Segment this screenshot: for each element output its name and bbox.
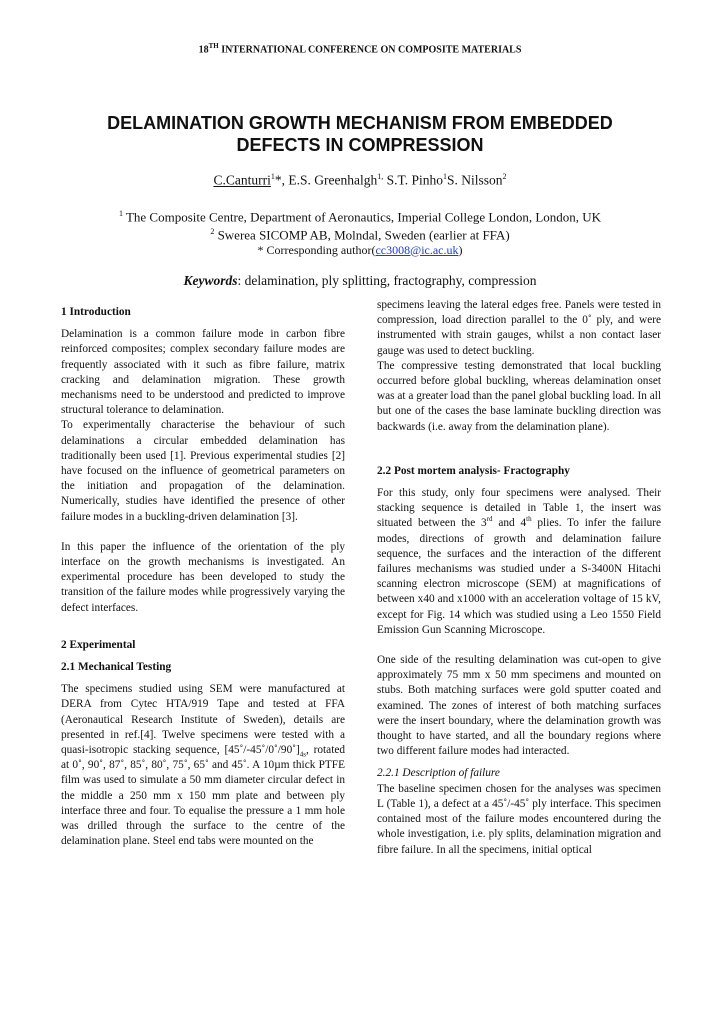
corresponding-email-link[interactable]: cc3008@ic.ac.uk <box>375 242 459 257</box>
author-canturri: C.Canturri <box>213 172 271 188</box>
testing-paragraph-2: The compressive testing demonstrated that local buckling occurred before global buckling, whereas delamination onset was at a greater load than the panel global buckling load. In all but one of the cases the base laminate buckling direction was backwards (i.e. away from the delamination plane). <box>377 359 661 433</box>
heading-introduction: 1 Introduction <box>61 306 131 318</box>
author-pinho: S.T. Pinho <box>383 172 443 188</box>
author-sup: 1, <box>377 172 384 181</box>
author-greenhalgh: *, E.S. Greenhalgh <box>274 172 378 188</box>
fracto-text-c: plies. To infer the failure modes, directions of growth and delamination failure sequence, the surfaces and the interaction of the different failures mechanisms was studied under a S-3400N Hitachi scanning electron microscope (SEM) at magnifications of between x40 and x1000 with an acceleration voltage of 15 kV, except for Fig. 14 which was studied using a Leo 1550 Field Emission Gun Scanning Microscope. <box>377 517 662 636</box>
title-line-2: DEFECTS IN COMPRESSION <box>236 135 484 155</box>
keywords-label: Keywords <box>183 273 238 288</box>
conference-header <box>0 42 720 55</box>
intro-paragraph-1: Delamination is a common failure mode in carbon fibre reinforced composites; complex secondary failure modes are frequently associated with it such as fibre failure, matrix cracking and delamination migration. These growth mechanisms need to be understood and predicted to improve structural tolerance to delamination. <box>61 328 345 417</box>
fractography-paragraph <box>377 486 661 638</box>
affiliation-text: Swerea SICOMP AB, Molndal, Sweden (earlier at FFA) <box>214 227 510 243</box>
affiliation-sup: 2 <box>210 227 215 237</box>
author-list <box>0 172 720 189</box>
conference-number: 18 <box>198 44 209 56</box>
left-column <box>61 298 345 850</box>
affiliation-1 <box>0 206 720 224</box>
corr-prefix: * Corresponding author( <box>257 242 376 257</box>
conference-number-suffix: TH <box>208 42 219 50</box>
keywords <box>0 273 720 289</box>
affiliations <box>0 206 720 258</box>
keywords-text: : delamination, ply splitting, fractography, compression <box>237 273 537 288</box>
author-sup: 2 <box>502 172 507 181</box>
heading-mechanical-testing: 2.1 Mechanical Testing <box>61 661 172 674</box>
author-sup: 1 <box>442 172 447 181</box>
affiliation-2 <box>0 224 720 242</box>
title-line-1: DELAMINATION GROWTH MECHANISM FROM EMBEDDED <box>107 113 613 133</box>
testing-paragraph-1: specimens leaving the lateral edges free. Panels were tested in compression, load direction parallel to the 0˚ ply, and were instrumented with strain gauges, whilst a non contact laser gauge was used to detect buckling. <box>377 299 661 357</box>
paper-title <box>60 112 660 156</box>
corresponding-author <box>0 243 720 258</box>
ordinal-sup: th <box>526 515 532 524</box>
affiliation-sup: 1 <box>118 209 123 218</box>
fracto-text-b: and 4 <box>492 517 527 530</box>
mech-text-a: The specimens studied using SEM were manufactured at DERA from Cytec HTA/919 Tape and tested at FFA (Aeronautical Research Institute of Sweden), details are presented in ref.[4]. Twelve specimens were tested with a quasi-isotropic stacking sequence, [45˚/-45˚/0˚/90˚] <box>61 683 345 757</box>
intro-paragraph-3: In this paper the influence of the orientation of the ply interface on the growth mechanisms is investigated. An experimental procedure has been developed to study the transition of the failure modes while progressively varying the defect interfaces. <box>61 540 345 614</box>
failure-description-paragraph: The baseline specimen chosen for the analyses was specimen L (Table 1), a defect at a 45˚/-45˚ ply interface. This specimen contained most of the failure modes encountered during the whole investigation, i.e. ply splits, delamination migration and fibre failure. In all the specimens, initial optical <box>377 782 661 856</box>
mech-text-b: , rotated at 0˚, 90˚, 87˚, 85˚, 80˚, 75˚, 65˚ and 45˚. A 10µm thick PTFE film was used to simulate a 50 mm diameter circular defect in the middle a 250 mm x 150 mm plate and between ply interface three and four. To equalise the pressure a 1 mm hole was drilled through the surface to the centre of the delamination plane. Steel end tabs were mounted on the <box>61 744 345 848</box>
heading-post-mortem: 2.2 Post mortem analysis- Fractography <box>377 464 570 477</box>
author-nilsson: S. Nilsson <box>446 172 503 188</box>
specimen-prep-paragraph: One side of the resulting delamination was cut-open to give approximately 75 mm x 50 mm specimens and mounted on stubs. Both matching surfaces were gold sputter coated and examined. The zones of interest of both matching surfaces were the insert boundary, where the delamination growth was thought to have started, and all the boundary regions where two different failure modes had interacted. <box>377 654 661 758</box>
mechanical-paragraph <box>61 682 345 849</box>
affiliation-text: The Composite Centre, Department of Aeronautics, Imperial College London, London, UK <box>122 209 602 225</box>
ordinal-sup: rd <box>486 515 493 524</box>
right-column <box>377 298 661 858</box>
intro-paragraph-2: To experimentally characterise the behaviour of such delaminations a circular embedded delamination has traditionally been used [1]. Previous experimental studies [2] have focused on the influence of geometrical parameters on the initiation and propagation of the delamination. Numerically, studies have identified the presence of other failure modes in a buckling-driven delamination [3]. <box>61 419 345 523</box>
fracto-text-a: For this study, only four specimens were analysed. Their stacking sequence is detailed in Table 1, the insert was situated between the 3 <box>377 487 661 530</box>
author-sup: 1 <box>270 172 275 181</box>
conference-name: INTERNATIONAL CONFERENCE ON COMPOSITE MATERIALS <box>218 44 522 56</box>
corr-suffix: ) <box>458 242 463 257</box>
heading-experimental: 2 Experimental <box>61 638 136 651</box>
stacking-subscript: 4s <box>299 750 306 759</box>
heading-description-of-failure: 2.2.1 Description of failure <box>377 767 500 780</box>
